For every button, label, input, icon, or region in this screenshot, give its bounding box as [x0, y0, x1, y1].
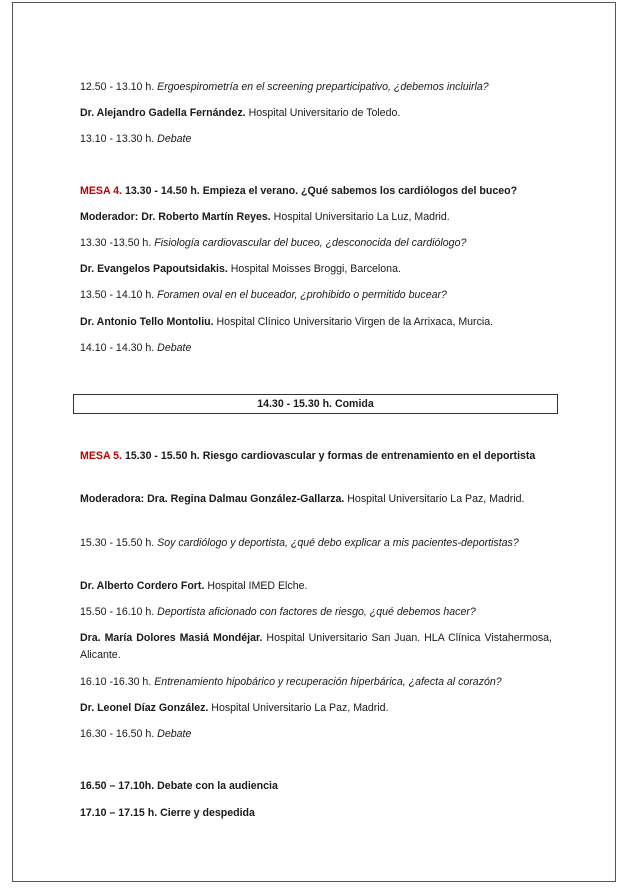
- speaker-line: Dr. Alejandro Gadella Fernández. Hospital Universitario de Toledo.: [80, 107, 401, 119]
- speaker-line: Dr. Leonel Díaz González. Hospital Universitario La Paz, Madrid.: [80, 702, 389, 714]
- talk-line: 13.30 -13.50 h. Fisiología cardiovascular del buceo, ¿desconocida del cardiólogo?: [80, 237, 467, 249]
- speaker-line: Dr. Antonio Tello Montoliu. Hospital Clínico Universitario Virgen de la Arrixaca, Murcia.: [80, 316, 494, 328]
- mesa4-heading: MESA 4. 13.30 - 14.50 h. Empieza el verano. ¿Qué sabemos los cardiólogos del buceo?: [80, 185, 518, 197]
- farewell-line: 17.10 – 17.15 h. Cierre y despedida: [80, 807, 255, 819]
- speaker-line: Dr. Alberto Cordero Fort. Hospital IMED Elche.: [80, 580, 308, 592]
- talk-line: 12.50 - 13.10 h. Ergoespirometría en el screening preparticipativo, ¿debemos incluirla?: [80, 81, 489, 93]
- talk-line: 15.50 - 16.10 h. Deportista aficionado con factores de riesgo, ¿qué debemos hacer?: [80, 606, 476, 618]
- mesa5-heading: MESA 5. 15.30 - 15.50 h. Riesgo cardiovascular y formas de entrenamiento en el deportista: [80, 450, 536, 462]
- moderator-line: Moderadora: Dra. Regina Dalmau González-Gallarza. Hospital Universitario La Paz, Madrid.: [80, 493, 525, 505]
- talk-line: 13.50 - 14.10 h. Foramen oval en el buceador, ¿prohibido o permitido bucear?: [80, 289, 447, 301]
- speaker-line: Dra. María Dolores Masiá Mondéjar. Hospital Universitario San Juan. HLA Clínica Vistahermosa, Alicante.: [80, 632, 552, 661]
- talk-line: 15.30 - 15.50 h. Soy cardiólogo y deportista, ¿qué debo explicar a mis pacientes-deportistas?: [80, 537, 519, 549]
- moderator-line: Moderador: Dr. Roberto Martín Reyes. Hospital Universitario La Luz, Madrid.: [80, 211, 450, 223]
- lunch-break-label: 14.30 - 15.30 h. Comida: [257, 398, 374, 410]
- lunch-break-box: [73, 394, 558, 414]
- speaker-line: Dr. Evangelos Papoutsidakis. Hospital Moisses Broggi, Barcelona.: [80, 263, 401, 275]
- audience-debate-line: 16.50 – 17.10h. Debate con la audiencia: [80, 780, 278, 792]
- debate-line: 16.30 - 16.50 h. Debate: [80, 728, 192, 740]
- debate-line: 14.10 - 14.30 h. Debate: [80, 342, 192, 354]
- talk-line: 16.10 -16.30 h. Entrenamiento hipobárico y recuperación hiperbárica, ¿afecta al corazón?: [80, 676, 502, 688]
- debate-line: 13.10 - 13.30 h. Debate: [80, 133, 192, 145]
